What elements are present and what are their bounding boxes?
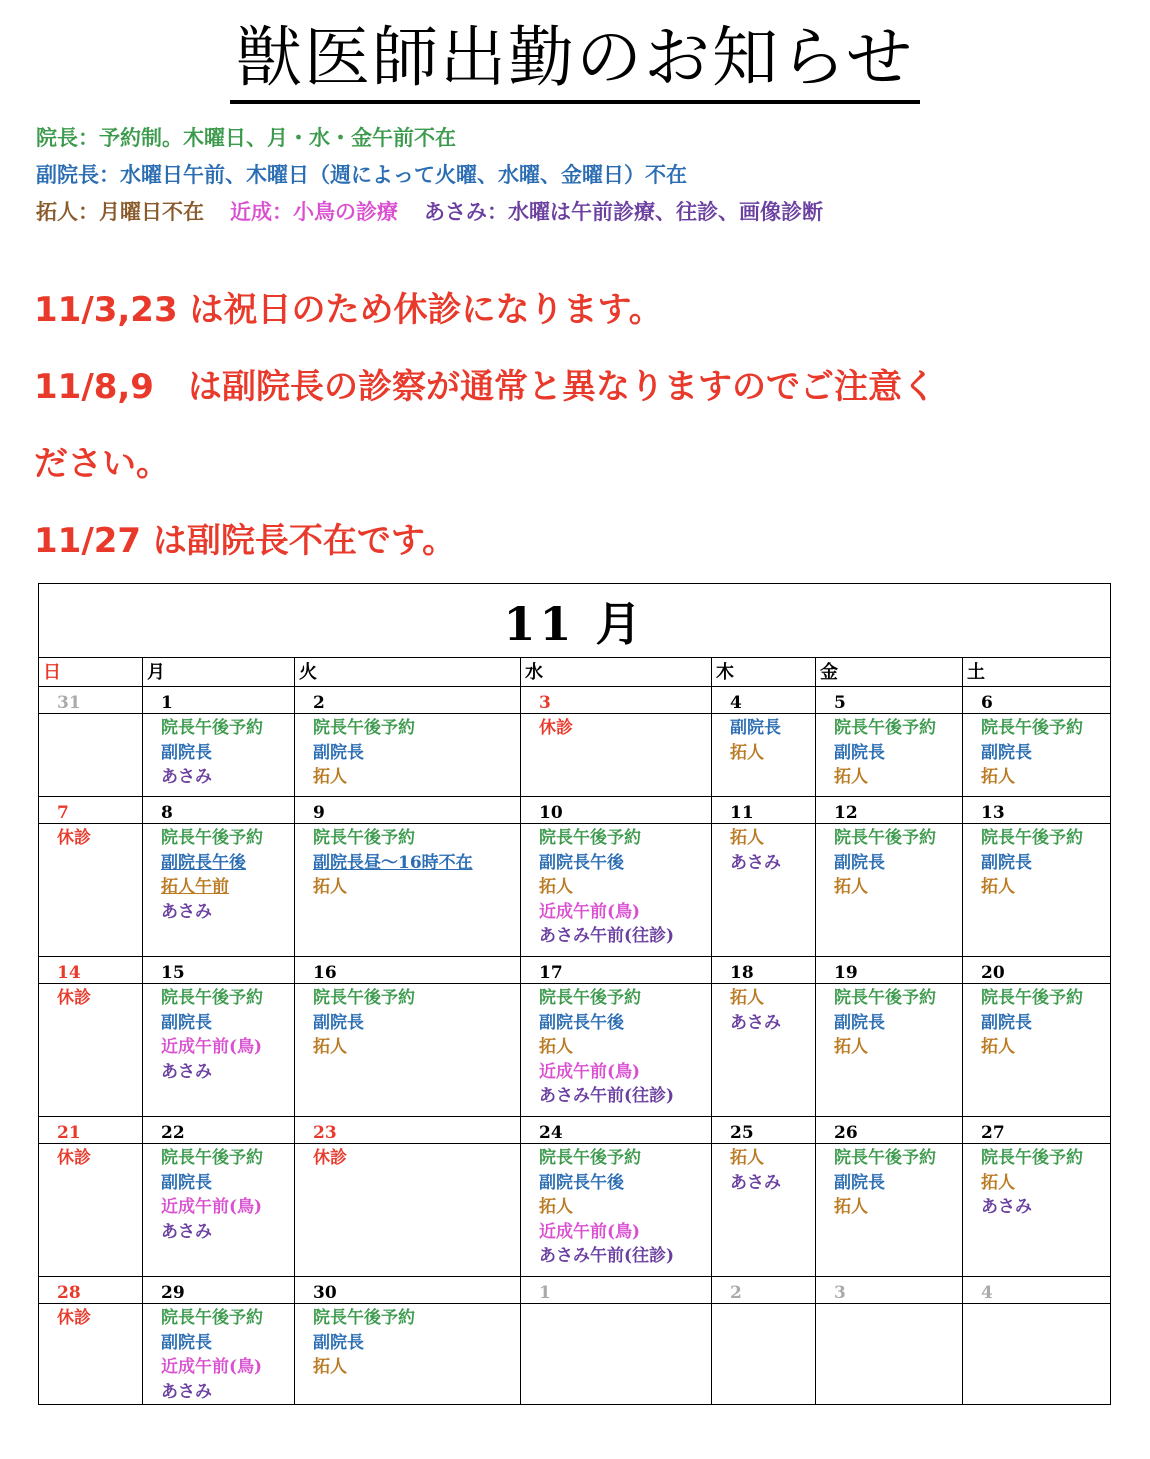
day-schedule xyxy=(816,984,963,1117)
day-number: 29 xyxy=(143,1277,295,1304)
day-schedule xyxy=(963,824,1111,957)
schedule-entry: 院長午後予約 xyxy=(313,988,415,1008)
day-number: 3 xyxy=(521,687,712,714)
schedule-entry: 副院長 xyxy=(161,742,212,763)
schedule-entry: あさみ xyxy=(730,852,781,873)
schedule-entry: 院長午後予約 xyxy=(834,828,936,848)
schedule-entry: あさみ xyxy=(161,1061,212,1082)
schedule-entry: 副院長 xyxy=(313,1012,364,1033)
day-number: 10 xyxy=(521,797,712,824)
day-number: 5 xyxy=(816,687,963,714)
day-number: 25 xyxy=(712,1117,816,1144)
day-schedule xyxy=(963,714,1111,797)
page-title: 獣医師出勤のお知らせ xyxy=(230,18,920,104)
day-schedule xyxy=(521,1144,712,1277)
schedule-entry: 拓人 xyxy=(539,1037,573,1057)
schedule-entry: 拓人 xyxy=(730,742,764,763)
week-date-row xyxy=(39,957,1111,984)
day-number: 15 xyxy=(143,957,295,984)
day-number: 31 xyxy=(39,687,143,714)
day-schedule xyxy=(712,1304,816,1405)
schedule-entry: 休診 xyxy=(57,1308,91,1328)
day-number: 8 xyxy=(143,797,295,824)
schedule-entry: あさみ午前(往診) xyxy=(539,1246,675,1266)
day-schedule xyxy=(295,984,521,1117)
schedule-entry: 拓人 xyxy=(834,767,868,787)
schedule-entry: 副院長 xyxy=(730,718,781,738)
day-schedule xyxy=(143,824,295,957)
day-schedule xyxy=(712,1144,816,1277)
day-schedule xyxy=(39,1304,143,1405)
schedule-entry: あさみ xyxy=(161,1221,212,1242)
day-number: 30 xyxy=(295,1277,521,1304)
schedule-entry: あさみ xyxy=(981,1197,1032,1217)
week-date-row xyxy=(39,1277,1111,1304)
closure-notice: 11/8,9 は副院長の診察が通常と異なりますのでご注意く xyxy=(34,367,936,407)
schedule-entry: 副院長 xyxy=(834,1012,885,1033)
day-number: 4 xyxy=(712,687,816,714)
day-schedule xyxy=(816,1304,963,1405)
day-number: 9 xyxy=(295,797,521,824)
schedule-entry: 副院長 xyxy=(981,1012,1032,1033)
day-schedule xyxy=(963,984,1111,1117)
day-number: 2 xyxy=(712,1277,816,1304)
schedule-entry: 院長午後予約 xyxy=(981,828,1083,848)
schedule-entry: 院長午後予約 xyxy=(161,718,263,738)
schedule-entry: 院長午後予約 xyxy=(539,828,641,848)
weekday-header: 日 xyxy=(39,658,143,687)
schedule-entry: 休診 xyxy=(313,1148,347,1168)
staff-note-line xyxy=(36,120,1136,157)
schedule-entry: あさみ xyxy=(161,1381,212,1402)
schedule-entry: 拓人 xyxy=(313,767,347,787)
day-schedule xyxy=(295,1144,521,1277)
day-number: 21 xyxy=(39,1117,143,1144)
schedule-entry: 休診 xyxy=(539,718,573,738)
schedule-entry: 拓人 xyxy=(313,877,347,897)
week-date-row xyxy=(39,797,1111,824)
schedule-entry: 休診 xyxy=(57,988,91,1008)
staff-note: 拓人：月曜日不在 xyxy=(36,200,204,224)
schedule-entry: 院長午後予約 xyxy=(981,1148,1083,1168)
weekday-header-row xyxy=(39,658,1111,687)
schedule-entry: 拓人 xyxy=(834,877,868,897)
day-number: 11 xyxy=(712,797,816,824)
staff-notes xyxy=(36,120,1136,231)
day-number: 27 xyxy=(963,1117,1111,1144)
staff-note: 副院長：水曜日午前、木曜日（週によって火曜、水曜、金曜日）不在 xyxy=(36,163,687,187)
weekday-header: 月 xyxy=(143,658,295,687)
weekday-header: 木 xyxy=(712,658,816,687)
day-schedule xyxy=(712,714,816,797)
day-number: 6 xyxy=(963,687,1111,714)
staff-note-line xyxy=(36,157,1136,194)
day-schedule xyxy=(143,714,295,797)
schedule-entry: 拓人 xyxy=(539,877,573,897)
schedule-entry: あさみ xyxy=(730,1172,781,1193)
staff-note: 近成：小鳥の診療 xyxy=(230,200,398,224)
schedule-entry: あさみ xyxy=(161,767,212,787)
schedule-entry: 休診 xyxy=(57,1148,91,1168)
day-number: 16 xyxy=(295,957,521,984)
schedule-entry: 院長午後予約 xyxy=(313,718,415,738)
day-schedule xyxy=(963,1144,1111,1277)
schedule-entry: 副院長 xyxy=(161,1332,212,1353)
day-schedule xyxy=(816,1144,963,1277)
schedule-entry: 副院長 xyxy=(981,852,1032,873)
day-number: 2 xyxy=(295,687,521,714)
schedule-entry: 副院長 xyxy=(161,1172,212,1193)
schedule-entry: 院長午後予約 xyxy=(834,1148,936,1168)
day-number: 24 xyxy=(521,1117,712,1144)
schedule-entry: 副院長 xyxy=(313,742,364,763)
schedule-entry: 院長午後予約 xyxy=(161,1308,263,1328)
week-schedule-row xyxy=(39,984,1111,1117)
day-number: 23 xyxy=(295,1117,521,1144)
day-schedule xyxy=(295,1304,521,1405)
day-number: 12 xyxy=(816,797,963,824)
schedule-entry: あさみ午前(往診) xyxy=(539,1086,675,1106)
day-number: 20 xyxy=(963,957,1111,984)
weekday-header: 火 xyxy=(295,658,521,687)
day-number: 1 xyxy=(143,687,295,714)
schedule-entry: 拓人 xyxy=(834,1197,868,1217)
week-schedule-row xyxy=(39,714,1111,797)
schedule-entry: 院長午後予約 xyxy=(161,1148,263,1168)
day-number: 4 xyxy=(963,1277,1111,1304)
closure-notices xyxy=(34,272,1134,580)
schedule-entry: 副院長 xyxy=(834,742,885,763)
title-wrapper xyxy=(0,18,1150,104)
day-schedule xyxy=(963,1304,1111,1405)
week-date-row xyxy=(39,1117,1111,1144)
weekday-header: 金 xyxy=(816,658,963,687)
schedule-entry: あさみ xyxy=(730,1012,781,1033)
day-schedule xyxy=(521,714,712,797)
schedule-entry: 拓人 xyxy=(313,1357,347,1377)
schedule-entry: 拓人 xyxy=(313,1037,347,1057)
schedule-entry: 副院長 xyxy=(161,1012,212,1033)
schedule-entry: 院長午後予約 xyxy=(539,1148,641,1168)
day-number: 26 xyxy=(816,1117,963,1144)
day-number: 7 xyxy=(39,797,143,824)
schedule-entry: 院長午後予約 xyxy=(161,828,263,848)
schedule-entry: 拓人 xyxy=(981,877,1015,897)
schedule-entry: 拓人 xyxy=(981,767,1015,787)
schedule-entry: 拓人 xyxy=(539,1197,573,1217)
day-schedule xyxy=(143,984,295,1117)
staff-note: あさみ：水曜は午前診療、往診、画像診断 xyxy=(424,200,823,224)
schedule-entry: あさみ xyxy=(161,901,212,922)
staff-note-line xyxy=(36,194,1136,231)
schedule-entry: あさみ午前(往診) xyxy=(539,926,675,946)
schedule-entry: 副院長 xyxy=(834,852,885,873)
day-schedule xyxy=(816,714,963,797)
week-schedule-row xyxy=(39,1304,1111,1405)
schedule-entry: 副院長 xyxy=(834,1172,885,1193)
day-number: 13 xyxy=(963,797,1111,824)
schedule-entry: 院長午後予約 xyxy=(161,988,263,1008)
day-schedule xyxy=(712,984,816,1117)
week-schedule-row xyxy=(39,1144,1111,1277)
day-number: 17 xyxy=(521,957,712,984)
day-number: 3 xyxy=(816,1277,963,1304)
schedule-entry: 院長午後予約 xyxy=(981,988,1083,1008)
day-schedule xyxy=(39,824,143,957)
schedule-entry: 近成午前(鳥) xyxy=(161,1197,263,1217)
day-schedule xyxy=(712,824,816,957)
day-schedule xyxy=(295,714,521,797)
day-schedule xyxy=(521,1304,712,1405)
schedule-entry: 拓人 xyxy=(834,1037,868,1057)
schedule-entry: 拓人 xyxy=(981,1037,1015,1057)
schedule-entry: 休診 xyxy=(57,828,91,848)
schedule-entry: 院長午後予約 xyxy=(313,1308,415,1328)
day-number: 19 xyxy=(816,957,963,984)
weekday-header: 土 xyxy=(963,658,1111,687)
schedule-entry: 近成午前(鳥) xyxy=(539,1221,641,1242)
day-schedule xyxy=(39,714,143,797)
schedule-entry: 副院長 xyxy=(313,1332,364,1353)
schedule-entry: 副院長昼～16時不在 xyxy=(313,852,473,873)
day-schedule xyxy=(143,1144,295,1277)
schedule-entry: 拓人 xyxy=(730,988,764,1008)
week-date-row xyxy=(39,687,1111,714)
day-number: 28 xyxy=(39,1277,143,1304)
schedule-entry: 院長午後予約 xyxy=(539,988,641,1008)
schedule-entry: 院長午後予約 xyxy=(313,828,415,848)
day-schedule xyxy=(143,1304,295,1405)
weekday-header: 水 xyxy=(521,658,712,687)
closure-notice: 11/3,23 は祝日のため休診になります。 xyxy=(34,290,663,330)
schedule-entry: 拓人 xyxy=(730,828,764,848)
day-schedule xyxy=(39,984,143,1117)
schedule-entry: 副院長 xyxy=(981,742,1032,763)
schedule-entry: 近成午前(鳥) xyxy=(161,1037,263,1057)
schedule-entry: 近成午前(鳥) xyxy=(539,1061,641,1082)
day-number: 14 xyxy=(39,957,143,984)
day-schedule xyxy=(521,824,712,957)
schedule-entry: 拓人 xyxy=(981,1172,1015,1193)
schedule-entry: 拓人 xyxy=(730,1148,764,1168)
closure-notice: 11/27 は副院長不在です。 xyxy=(34,521,457,561)
day-schedule xyxy=(521,984,712,1117)
schedule-entry: 院長午後予約 xyxy=(981,718,1083,738)
calendar-table xyxy=(38,583,1111,1405)
calendar xyxy=(38,583,1110,1405)
day-number: 22 xyxy=(143,1117,295,1144)
schedule-entry: 副院長午後 xyxy=(539,852,624,873)
schedule-entry: 副院長午後 xyxy=(539,1172,624,1193)
week-schedule-row xyxy=(39,824,1111,957)
schedule-entry: 副院長午後 xyxy=(161,852,246,873)
schedule-entry: 院長午後予約 xyxy=(834,988,936,1008)
schedule-entry: 院長午後予約 xyxy=(834,718,936,738)
closure-notice: ださい。 xyxy=(34,444,170,484)
calendar-month-title: 11 月 xyxy=(39,584,1111,658)
schedule-entry: 副院長午後 xyxy=(539,1012,624,1033)
day-number: 18 xyxy=(712,957,816,984)
staff-note: 院長：予約制。木曜日、月・水・金午前不在 xyxy=(36,126,456,150)
schedule-entry: 近成午前(鳥) xyxy=(539,901,641,922)
day-number: 1 xyxy=(521,1277,712,1304)
day-schedule xyxy=(295,824,521,957)
schedule-entry: 拓人午前 xyxy=(161,877,229,897)
day-schedule xyxy=(39,1144,143,1277)
day-schedule xyxy=(816,824,963,957)
schedule-entry: 近成午前(鳥) xyxy=(161,1357,263,1377)
